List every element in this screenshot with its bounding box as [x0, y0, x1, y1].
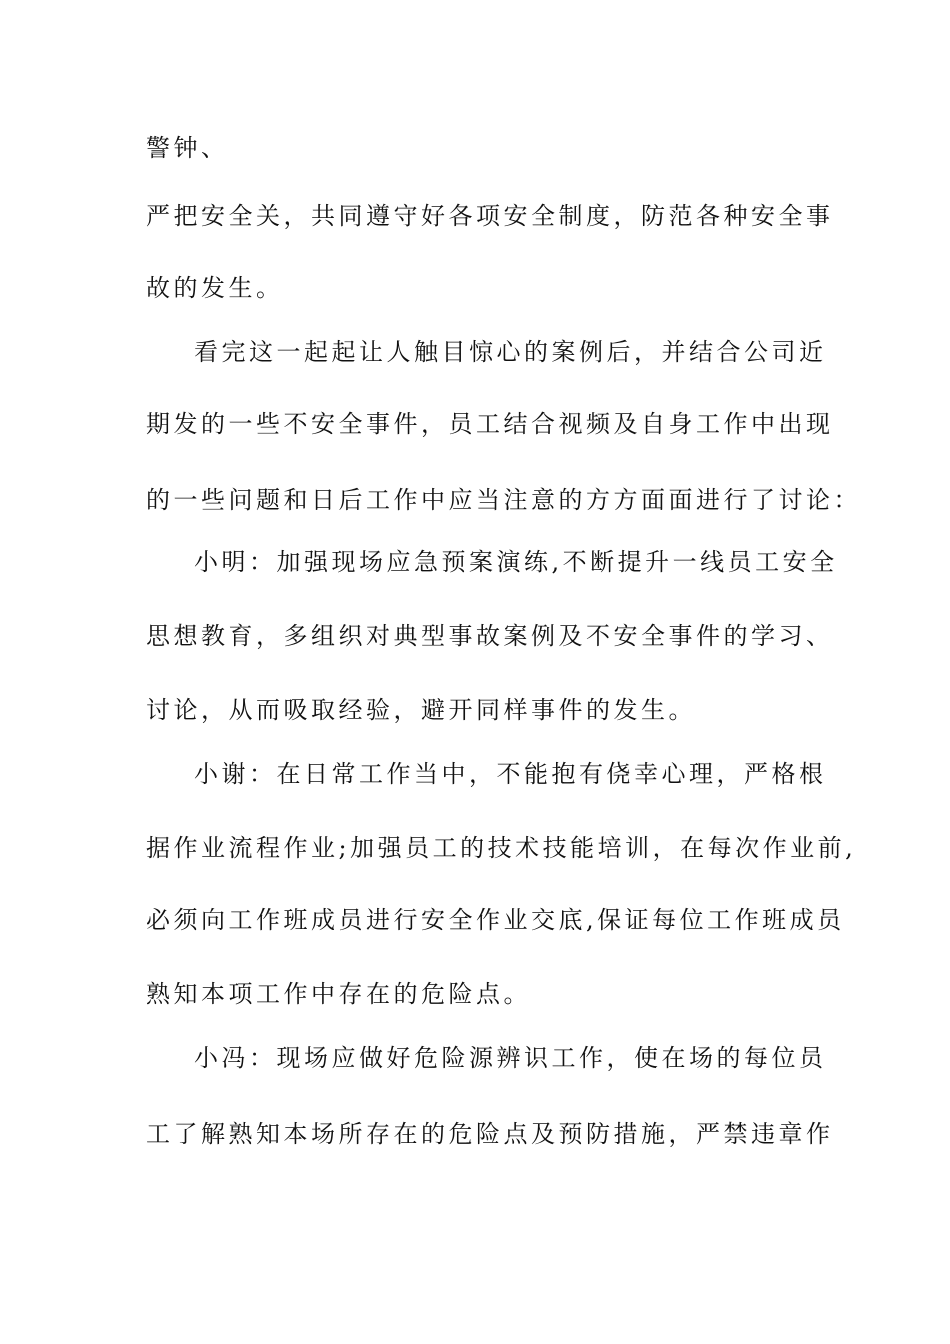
paragraph-start-line: 小明：加强现场应急预案演练,不断提升一线员工安全: [194, 548, 838, 576]
paragraph-start-line: 小冯：现场应做好危险源辨识工作，使在场的每位员: [194, 1044, 827, 1072]
text-line: 思想教育，多组织对典型事故案例及不安全事件的学习、: [146, 622, 834, 650]
text-line: 故的发生。: [146, 274, 284, 302]
paragraph-start-line: 小谢：在日常工作当中，不能抱有侥幸心理，严格根: [194, 760, 827, 788]
text-line: 严把安全关，共同遵守好各项安全制度，防范各种安全事: [146, 202, 834, 230]
text-line: 期发的一些不安全事件，员工结合视频及自身工作中出现: [146, 410, 834, 438]
text-line: 据作业流程作业;加强员工的技术技能培训，在每次作业前,: [146, 834, 857, 862]
text-line: 的一些问题和日后工作中应当注意的方方面面进行了讨论：: [146, 486, 861, 514]
text-line: 工了解熟知本场所存在的危险点及预防措施，严禁违章作: [146, 1120, 834, 1148]
text-line: 警钟、: [146, 134, 229, 162]
paragraph-start-line: 看完这一起起让人触目惊心的案例后，并结合公司近: [194, 338, 827, 366]
text-line: 必须向工作班成员进行安全作业交底,保证每位工作班成员: [146, 906, 845, 934]
text-line: 熟知本项工作中存在的危险点。: [146, 980, 531, 1008]
text-line: 讨论，从而吸取经验，避开同样事件的发生。: [146, 696, 696, 724]
